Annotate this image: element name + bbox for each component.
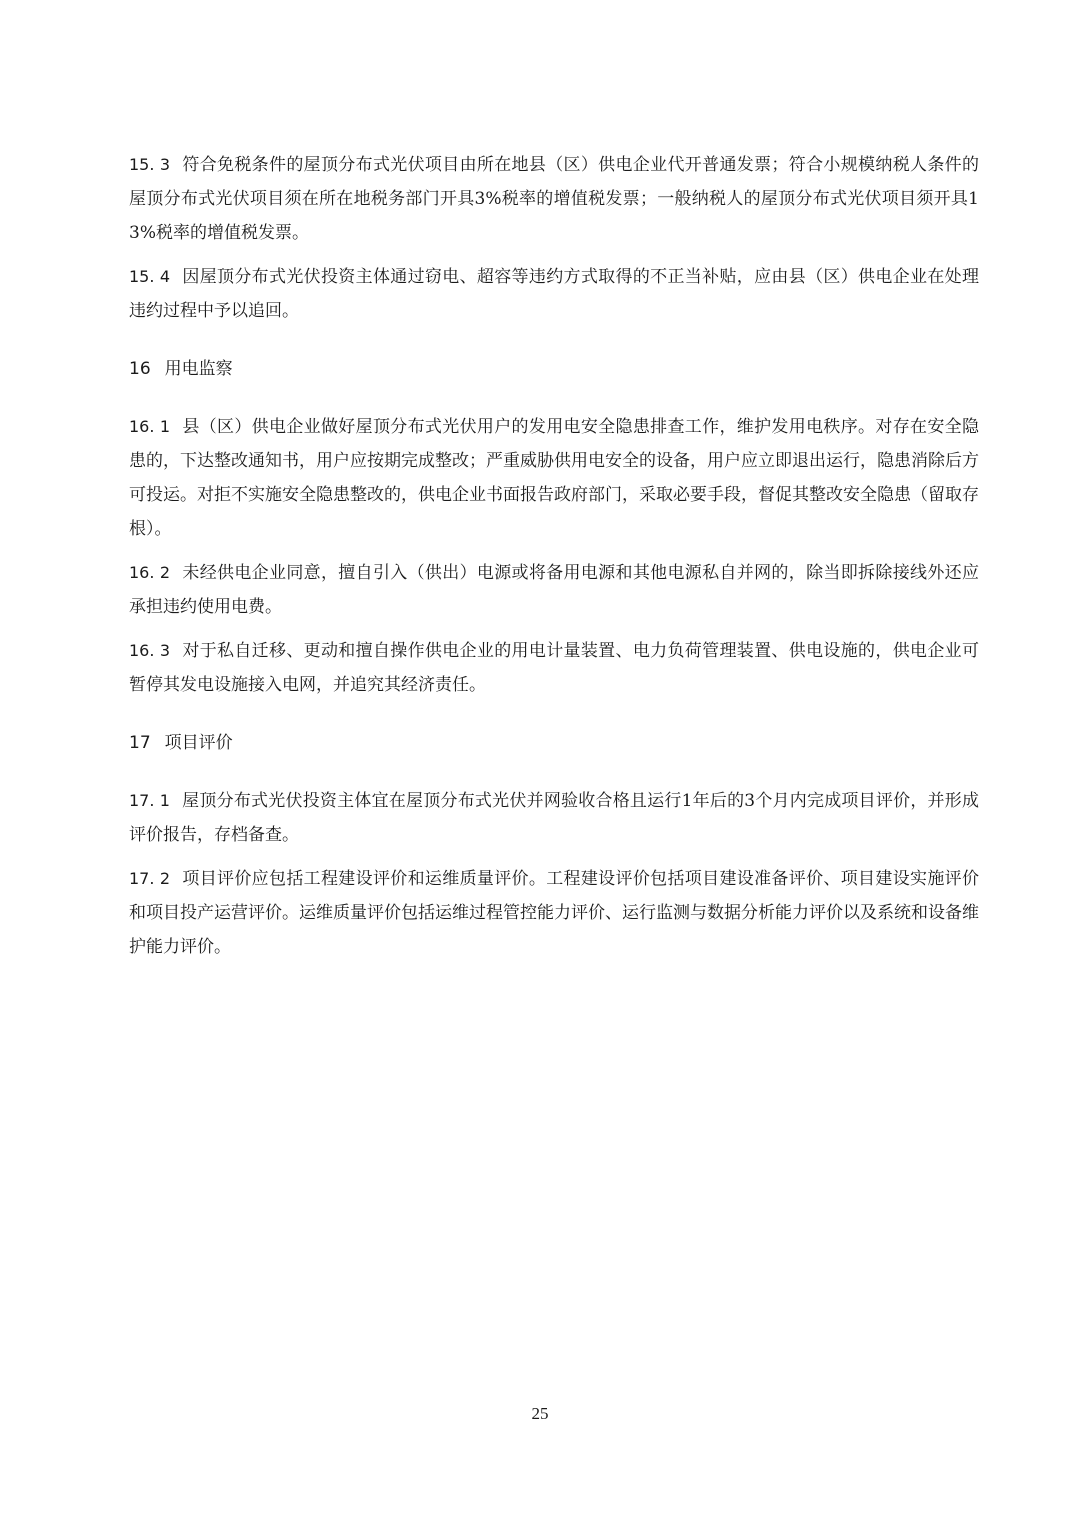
clause-16-1	[129, 410, 979, 546]
clause-16-3	[129, 634, 979, 702]
section-16-heading	[129, 352, 979, 386]
section-17-heading	[129, 726, 979, 760]
page-content	[129, 148, 979, 974]
clause-number: 17. 2	[129, 869, 171, 888]
clause-number: 15. 4	[129, 267, 171, 286]
clause-text: 项目评价应包括工程建设评价和运维质量评价。工程建设评价包括项目建设准备评价、项目建设实施评价和项目投产运营评价。运维质量评价包括运维过程管控能力评价、运行监测与数据分析能力评价以及系统和设备维护能力评价。	[129, 869, 980, 957]
clause-number: 16. 1	[129, 417, 171, 436]
clause-text: 因屋顶分布式光伏投资主体通过窃电、超容等违约方式取得的不正当补贴，应由县（区）供电企业在处理违约过程中予以追回。	[129, 267, 980, 321]
clause-text: 屋顶分布式光伏投资主体宜在屋顶分布式光伏并网验收合格且运行1年后的3个月内完成项目评价，并形成评价报告，存档备查。	[129, 791, 979, 845]
clause-text: 县（区）供电企业做好屋顶分布式光伏用户的发用电安全隐患排查工作，维护发用电秩序。对存在安全隐患的，下达整改通知书，用户应按期完成整改；严重威胁供用电安全的设备，用户应立即退出运行，隐患消除后方可投运。对拒不实施安全隐患整改的，供电企业书面报告政府部门，采取必要手段，督促其整改安全隐患（留取存根）。	[129, 417, 980, 539]
section-title: 用电监察	[164, 359, 233, 379]
clause-16-2	[129, 556, 979, 624]
clause-15-4	[129, 260, 979, 328]
clause-text: 对于私自迁移、更动和擅自操作供电企业的用电计量装置、电力负荷管理装置、供电设施的，供电企业可暂停其发电设施接入电网，并追究其经济责任。	[129, 641, 980, 695]
clause-number: 16. 2	[129, 563, 171, 582]
clause-15-3	[129, 148, 979, 250]
clause-number: 16. 3	[129, 641, 171, 660]
section-number: 16	[129, 359, 151, 379]
clause-17-2	[129, 862, 979, 964]
section-title: 项目评价	[164, 733, 233, 753]
section-number: 17	[129, 733, 151, 753]
clause-number: 17. 1	[129, 791, 170, 810]
page-number: 25	[531, 1404, 549, 1423]
clause-17-1	[129, 784, 979, 852]
clause-number: 15. 3	[129, 155, 171, 174]
clause-text: 符合免税条件的屋顶分布式光伏项目由所在地县（区）供电企业代开普通发票；符合小规模纳税人条件的屋顶分布式光伏项目须在所在地税务部门开具3%税率的增值税发票；一般纳税人的屋顶分布式光伏项目须开具13%税率的增值税发票。	[129, 155, 980, 243]
clause-text: 未经供电企业同意，擅自引入（供出）电源或将备用电源和其他电源私自并网的，除当即拆除接线外还应承担违约使用电费。	[129, 563, 980, 617]
